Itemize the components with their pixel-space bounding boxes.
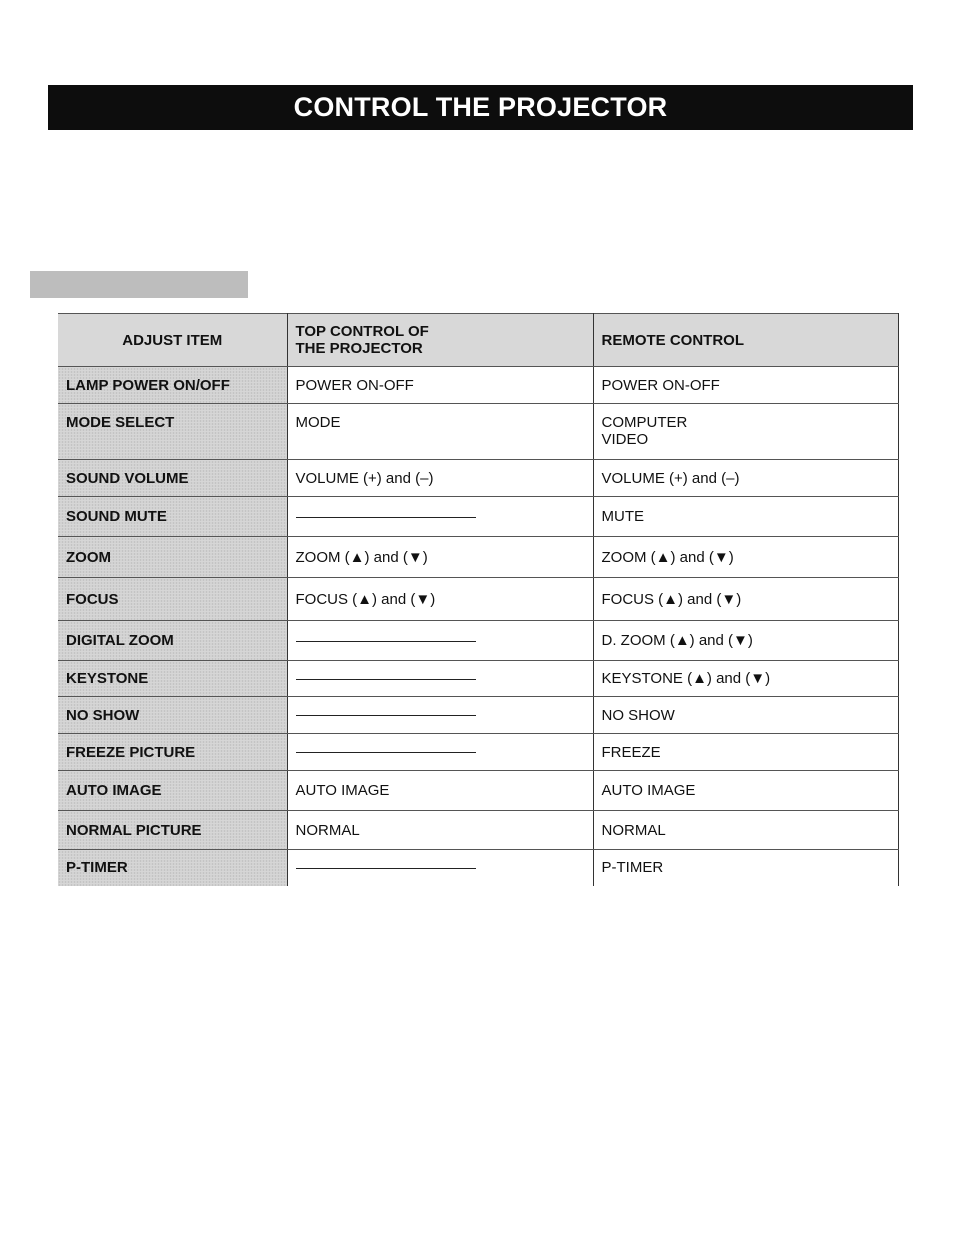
- row-item-label: AUTO IMAGE: [58, 771, 287, 811]
- row-remote-control: KEYSTONE (▲) and (▼): [593, 661, 898, 697]
- row-remote-control: VOLUME (+) and (–): [593, 460, 898, 497]
- table-row: [58, 734, 898, 771]
- table-row: [58, 661, 898, 697]
- row-top-control-dash: [287, 734, 593, 771]
- table-row: [58, 850, 898, 886]
- row-remote-control: POWER ON-OFF: [593, 367, 898, 404]
- row-remote-control: D. ZOOM (▲) and (▼): [593, 621, 898, 661]
- table-row: [58, 811, 898, 850]
- dash-line: [296, 679, 476, 680]
- row-top-control-dash: [287, 850, 593, 886]
- dash-line: [296, 517, 476, 518]
- row-top-control: POWER ON-OFF: [287, 367, 593, 404]
- header-remote-control: REMOTE CONTROL: [593, 314, 898, 367]
- table-row: [58, 367, 898, 404]
- header-adjust-item: ADJUST ITEM: [58, 314, 287, 367]
- row-remote-control: [593, 404, 898, 460]
- row-item-label: SOUND VOLUME: [58, 460, 287, 497]
- header-top-control: [287, 314, 593, 367]
- row-item-label: SOUND MUTE: [58, 497, 287, 537]
- row-remote-control: AUTO IMAGE: [593, 771, 898, 811]
- row-top-control: MODE: [287, 404, 593, 460]
- row-item-label: NORMAL PICTURE: [58, 811, 287, 850]
- row-item-label: ZOOM: [58, 537, 287, 578]
- table-row: [58, 497, 898, 537]
- row-item-label: LAMP POWER ON/OFF: [58, 367, 287, 404]
- row-item-label: FREEZE PICTURE: [58, 734, 287, 771]
- row-remote-control: MUTE: [593, 497, 898, 537]
- table-row: [58, 697, 898, 734]
- table-row: [58, 771, 898, 811]
- row-remote-control: NORMAL: [593, 811, 898, 850]
- row-remote-control: FOCUS (▲) and (▼): [593, 578, 898, 621]
- row-top-control: AUTO IMAGE: [287, 771, 593, 811]
- row-remote-control: NO SHOW: [593, 697, 898, 734]
- row-item-label: FOCUS: [58, 578, 287, 621]
- dash-line: [296, 641, 476, 642]
- row-remote-control: ZOOM (▲) and (▼): [593, 537, 898, 578]
- page-title: CONTROL THE PROJECTOR: [48, 85, 913, 130]
- row-top-control: VOLUME (+) and (–): [287, 460, 593, 497]
- row-top-control: FOCUS (▲) and (▼): [287, 578, 593, 621]
- dash-line: [296, 868, 476, 869]
- dash-line: [296, 752, 476, 753]
- section-header-bar: [30, 271, 248, 298]
- table-row: [58, 621, 898, 661]
- table-row: [58, 404, 898, 460]
- header-top-control-line1: TOP CONTROL OF: [295, 323, 429, 340]
- row-remote-control: FREEZE: [593, 734, 898, 771]
- row-item-label: P-TIMER: [58, 850, 287, 886]
- table-row: [58, 460, 898, 497]
- table-row: [58, 537, 898, 578]
- row-top-control-dash: [287, 697, 593, 734]
- table-header-row: [58, 314, 898, 367]
- row-item-label: NO SHOW: [58, 697, 287, 734]
- header-top-control-line2: THE PROJECTOR: [295, 340, 423, 357]
- row-top-control-dash: [287, 497, 593, 537]
- row-top-control-dash: [287, 661, 593, 697]
- row-top-control-dash: [287, 621, 593, 661]
- control-table: [58, 313, 899, 886]
- table-row: [58, 578, 898, 621]
- remote-line2: VIDEO: [601, 431, 649, 448]
- remote-line1: COMPUTER: [601, 414, 688, 431]
- row-item-label: MODE SELECT: [58, 404, 287, 460]
- row-item-label: DIGITAL ZOOM: [58, 621, 287, 661]
- dash-line: [296, 715, 476, 716]
- row-remote-control: P-TIMER: [593, 850, 898, 886]
- row-top-control: ZOOM (▲) and (▼): [287, 537, 593, 578]
- row-top-control: NORMAL: [287, 811, 593, 850]
- row-item-label: KEYSTONE: [58, 661, 287, 697]
